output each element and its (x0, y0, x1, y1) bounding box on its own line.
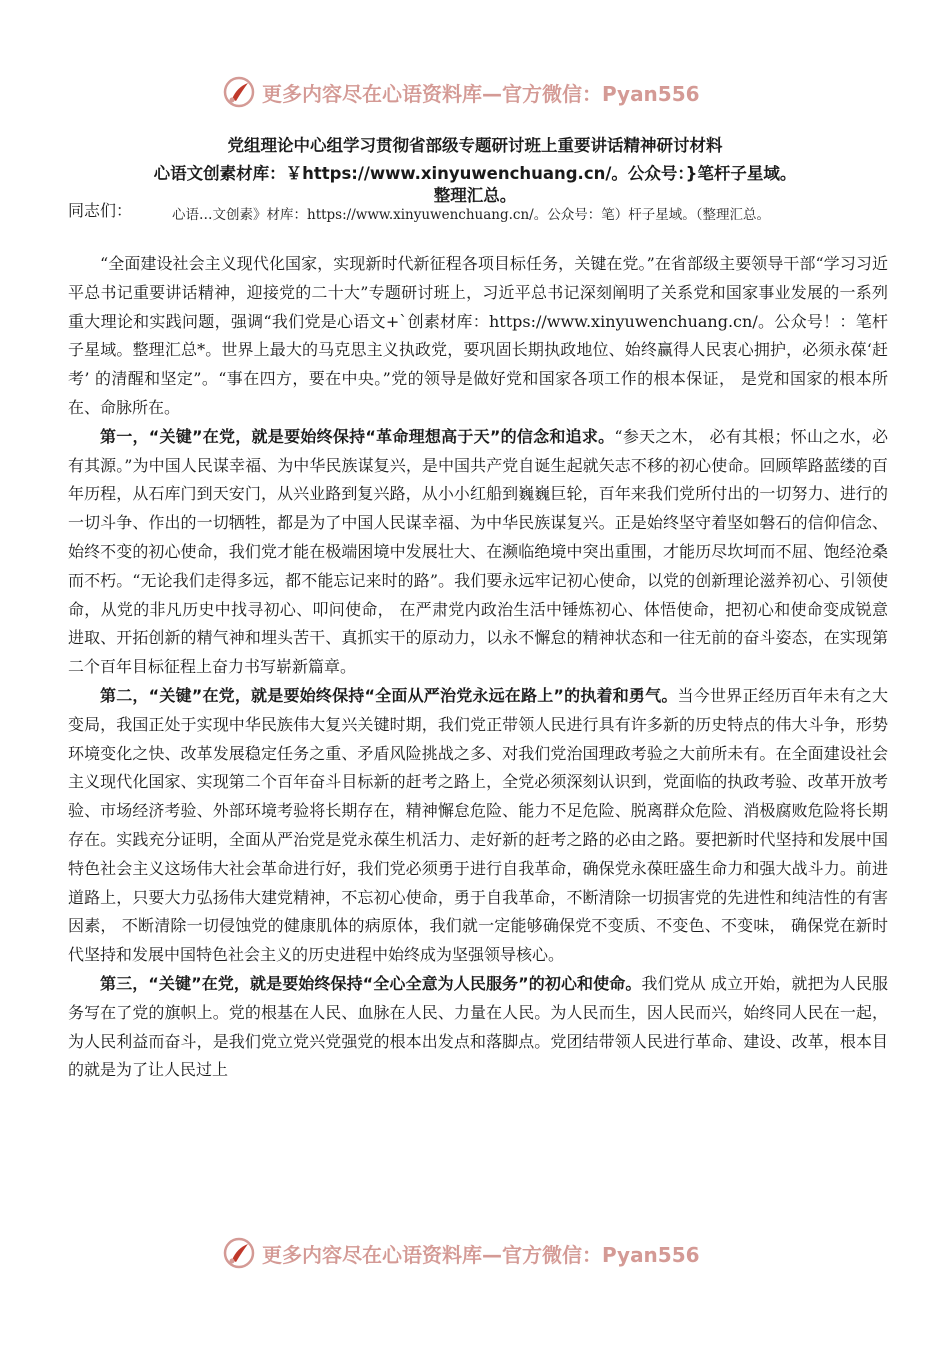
paragraph-text: 我们党从 成立开始，就把为人民服务写在了党的旗帜上。党的根基在人民、血脉在人民、力量在人民。为人民而生，因人民而兴，始终同人民在一起，为人民利益而奋斗，是我们党立党兴党强党的根本出发点和落脚点。党团结带领人民进行革命、建设、改革，根本目的就是为了让人民过上 (68, 973, 888, 1080)
paragraph-lead: 第三，“关键”在党，就是要始终保持“全心全意为人民服务”的初心和使命。 (100, 973, 642, 993)
paragraph-second (68, 682, 888, 970)
source-line-small: 心语…文创素》材库：https://www.xinyuwenchuang.cn/。公众号：笔）杆子星域。（整理汇总。 (172, 207, 770, 223)
footer-banner (222, 1233, 742, 1273)
brush-logo-icon (222, 1236, 256, 1270)
paragraph-lead: 第一，“关键”在党，就是要始终保持“革命理想高于天”的信念和追求。 (100, 426, 615, 446)
paragraph-text: “全面建设社会主义现代化国家，实现新时代新征程各项目标任务，关键在党。”在省部级主要领导干部“学习习近平总书记重要讲话精神，迎接党的二十大”专题研讨班上，习近平总书记深刻阐明了关系党和国家事业发展的一系列重大理论和实践问题，强调“我们党是心语文+`创素材库：https://www.xinyuwenchuang.cn/。公众号！：笔杆子星域。整理汇总*。世界上最大的马克思主义执政党，要巩固长期执政地位、始终赢得人民衷心拥护，必须永葆‘赶考’ 的清醒和坚定”。“事在四方，要在中央。”党的领导是做好党和国家各项工作的根本保证， 是党和国家的根本所在、命脉所在。 (68, 254, 888, 417)
banner-text: 更多内容尽在心语资料库—官方微信：Pyan556 (262, 81, 700, 106)
document-body (68, 250, 888, 1085)
paragraph-text: “参天之木， 必有其根；怀山之水，必有其源。”为中国人民谋幸福、为中华民族谋复兴，是中国共产党自诞生起就矢志不移的初心使命。回顾筚路蓝缕的百年历程，从石库门到天安门，从兴业路到复兴路，从小小红船到巍巍巨轮，百年来我们党所付出的一切努力、进行的一切斗争、作出的一切牺牲，都是为了中国人民谋幸福、为中华民族谋复兴。正是始终坚守着坚如磐石的信仰信念、始终不变的初心使命，我们党才能在极端困境中发展壮大、在濒临绝境中突出重围，才能历尽坎坷而不屈、饱经沧桑而不朽。“无论我们走得多远，都不能忘记来时的路”。我们要永远牢记初心使命，以党的创新理论滋养初心、引领使命，从党的非凡历史中找寻初心、叩问使命， 在严肃党内政治生活中锤炼初心、体悟使命，把初心和使命变成锐意进取、开拓创新的精气神和埋头苦干、真抓实干的原动力，以永不懈怠的精神状态和一往无前的奋斗姿态，在实现第二个百年目标征程上奋力书写崭新篇章。 (68, 426, 888, 677)
brush-logo-icon (222, 75, 256, 109)
paragraph-third (68, 970, 888, 1085)
greeting: 同志们： (68, 201, 133, 220)
document-title: 党组理论中心组学习贯彻省部级专题研讨班上重要讲话精神研讨材料 (227, 136, 723, 155)
paragraph-text: 当今世界正经历百年未有之大变局，我国正处于实现中华民族伟大复兴关键时期，我们党正带领人民进行具有许多新的历史特点的伟大斗争，形势环境变化之快、改革发展稳定任务之重、矛盾风险挑战之多、对我们党治国理政考验之大前所未有。在全面建设社会主义现代化国家、实现第二个百年奋斗目标新的赶考之路上，全党必须深刻认识到，党面临的执政考验、改革开放考验、市场经济考验、外部环境考验将长期存在，精神懈怠危险、能力不足危险、脱离群众危险、消极腐败危险将长期存在。实践充分证明，全面从严治党是党永葆生机活力、走好新的赶考之路的必由之路。要把新时代坚持和发展中国特色社会主义这场伟大社会革命进行好，我们党必须勇于进行自我革命，确保党永葆旺盛生命力和强大战斗力。前进道路上，只要大力弘扬伟大建党精神，不忘初心使命，勇于自我革命，不断清除一切损害党的先进性和纯洁性的有害因素， 不断清除一切侵蚀党的健康肌体的病原体，我们就一定能够确保党不变质、不变色、不变味， 确保党在新时代坚持和发展中国特色社会主义的历史进程中始终成为坚强领导核心。 (68, 685, 888, 965)
source-line-bold: 心语文创素材库：￥https://www.xinyuwenchuang.cn/。公众号：}笔杆子星域。整理汇总。 (153, 164, 797, 205)
header-banner (222, 72, 742, 112)
banner-text: 更多内容尽在心语资料库—官方微信：Pyan556 (262, 1242, 700, 1267)
paragraph-intro (68, 250, 888, 423)
paragraph-first (68, 423, 888, 682)
paragraph-lead: 第二，“关键”在党，就是要始终保持“全面从严治党永远在路上”的执着和勇气。 (100, 685, 678, 705)
